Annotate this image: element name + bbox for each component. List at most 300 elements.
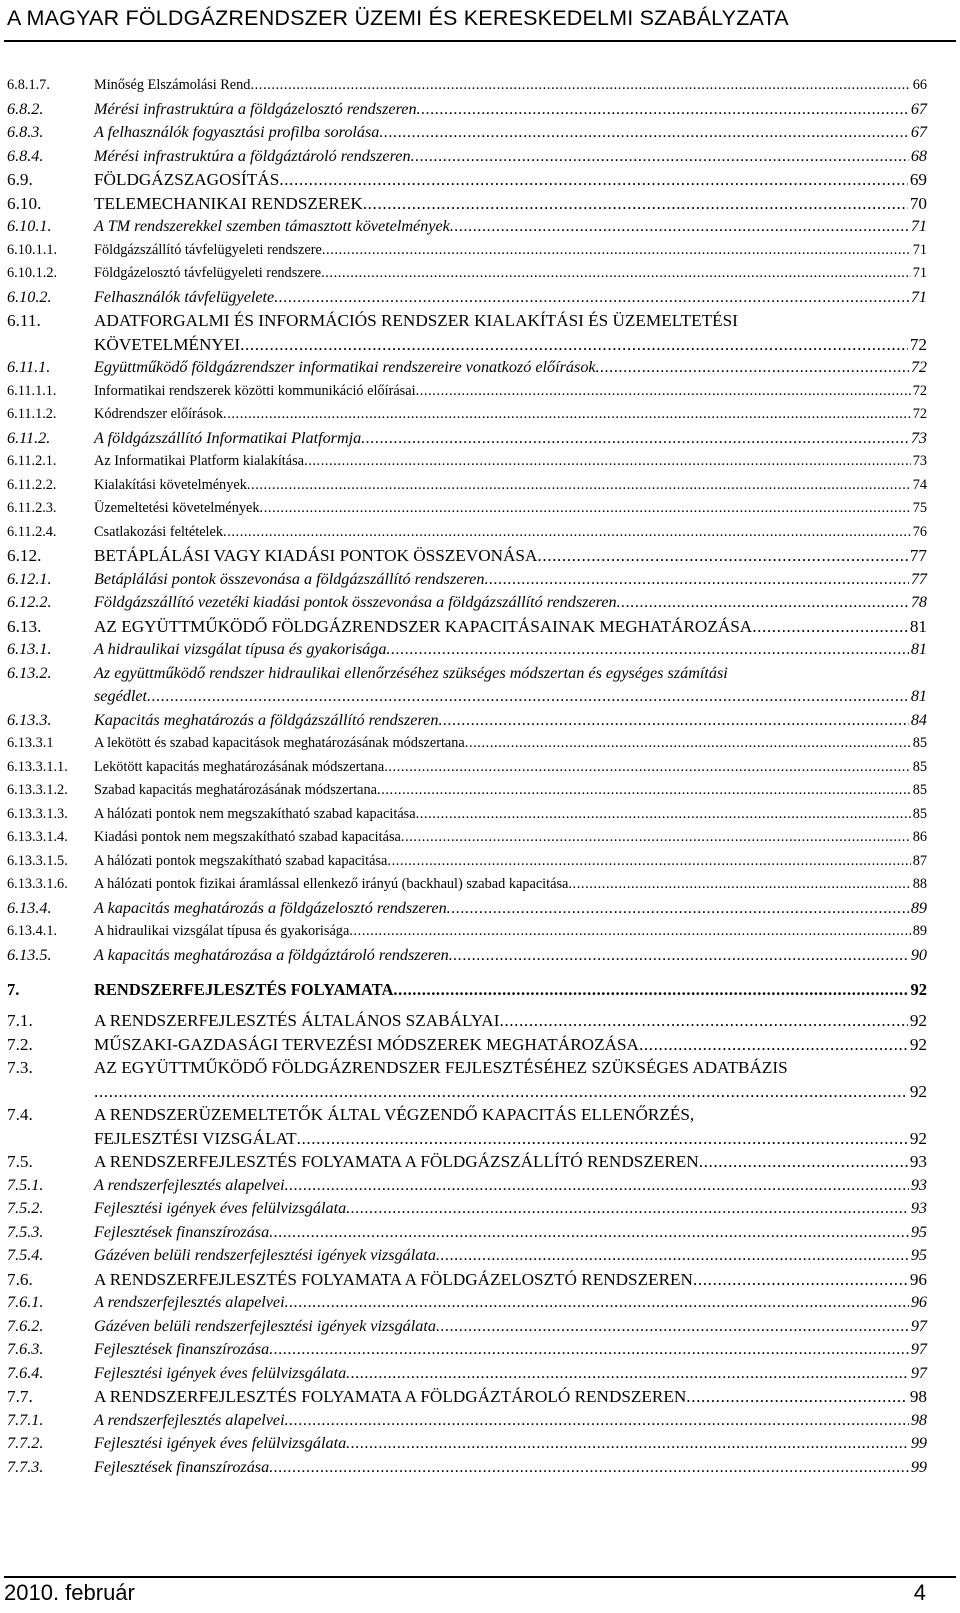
toc-entry-page: 96 bbox=[910, 1293, 927, 1311]
toc-entry-text bbox=[94, 1033, 927, 1057]
toc-entry-page: 86 bbox=[912, 829, 927, 845]
toc-entry-continuation bbox=[94, 1080, 927, 1104]
toc-entry-page: 98 bbox=[910, 1410, 927, 1429]
toc-entry[interactable] bbox=[7, 474, 927, 498]
toc-leader-dots bbox=[449, 944, 909, 968]
toc-leader-dots bbox=[285, 1291, 909, 1315]
toc-entry-title: A RENDSZERÜZEMELTETŐK ÁLTAL VÉGZENDŐ KAPACITÁS ELLENŐRZÉS, bbox=[94, 1105, 695, 1124]
toc-entry-title: BETÁPLÁLÁSI VAGY KIADÁSI PONTOK ÖSSZEVONÁSA bbox=[94, 546, 538, 565]
toc-entry-text bbox=[94, 1362, 927, 1386]
toc-entry-title-continued: FEJLESZTÉSI VIZSGÁLAT bbox=[94, 1128, 297, 1148]
toc-entry-page: 84 bbox=[910, 710, 927, 729]
toc-entry-title-continued: segédlet bbox=[94, 687, 148, 705]
toc-entry[interactable] bbox=[7, 826, 927, 850]
toc-entry-number: 6.12. bbox=[7, 546, 42, 565]
toc-entry[interactable] bbox=[7, 615, 927, 639]
toc-entry[interactable] bbox=[7, 709, 927, 733]
toc-entry-number: 6.8.3. bbox=[7, 123, 44, 141]
toc-entry-number: 6.13.3. bbox=[7, 710, 52, 729]
toc-entry-page: 69 bbox=[909, 170, 927, 189]
toc-entry[interactable] bbox=[7, 779, 927, 803]
toc-entry-page: 85 bbox=[912, 782, 927, 798]
toc-leader-dots bbox=[260, 497, 911, 521]
toc-entry-title: Üzemeltetési követelmények bbox=[94, 500, 260, 516]
toc-entry-title: Földgázszállító vezetéki kiadási pontok összevonása a földgázszállító rendszeren bbox=[94, 593, 617, 611]
toc-entry-number: 6.13.3.1.4. bbox=[7, 829, 68, 845]
toc-entry-title: Az együttműködő rendszer hidraulikai ellenőrzéséhez szükséges módszertan és egységes számítási bbox=[94, 663, 728, 682]
toc-leader-dots bbox=[386, 638, 908, 662]
toc-entry[interactable] bbox=[7, 850, 927, 874]
toc-entry[interactable] bbox=[7, 544, 927, 568]
toc-entry-text bbox=[94, 1009, 927, 1033]
toc-entry-page: 93 bbox=[910, 1199, 927, 1217]
toc-entry-text bbox=[94, 897, 927, 921]
toc-entry[interactable] bbox=[7, 1174, 927, 1198]
toc-entry-number: 7.1. bbox=[7, 1011, 33, 1030]
toc-entry[interactable] bbox=[7, 1221, 927, 1245]
toc-leader-dots bbox=[269, 1338, 909, 1362]
toc-entry[interactable] bbox=[7, 873, 927, 897]
toc-entry-number: 6.13.5. bbox=[7, 945, 52, 964]
toc-entry-title: Fejlesztések finanszírozása bbox=[94, 1340, 270, 1358]
toc-entry-text bbox=[94, 1432, 927, 1456]
toc-leader-dots bbox=[384, 756, 911, 780]
toc-entry-title: Földgázszállító távfelügyeleti rendszere bbox=[94, 241, 322, 258]
toc-entry-title: Betáplálási pontok összevonása a földgázszállító rendszeren bbox=[94, 569, 485, 588]
toc-entry-continuation bbox=[94, 1127, 927, 1151]
toc-entry-text bbox=[94, 380, 927, 404]
toc-entry-title: Fejlesztések finanszírozása bbox=[94, 1457, 270, 1476]
toc-entry-text bbox=[94, 1244, 927, 1268]
toc-entry-continuation bbox=[94, 333, 927, 357]
toc-entry-number: 6.8.4. bbox=[7, 146, 44, 165]
toc-entry-number: 7.3. bbox=[7, 1058, 33, 1077]
toc-entry-text bbox=[94, 1103, 927, 1150]
toc-entry[interactable] bbox=[7, 309, 927, 356]
footer-date: 2010. február bbox=[4, 1580, 135, 1605]
toc-entry[interactable] bbox=[7, 1103, 927, 1150]
toc-entry-page: 93 bbox=[910, 1175, 927, 1194]
toc-leader-dots bbox=[686, 1385, 908, 1409]
toc-entry-number: 7.6. bbox=[7, 1269, 33, 1289]
toc-entry-text bbox=[94, 427, 927, 451]
toc-entry-number: 6.8.1.7. bbox=[7, 77, 50, 93]
toc-entry-page: 71 bbox=[912, 265, 927, 281]
toc-entry-page: 81 bbox=[910, 687, 927, 705]
toc-entry-text bbox=[94, 450, 927, 474]
toc-entry-page: 72 bbox=[909, 334, 927, 354]
toc-leader-dots bbox=[417, 98, 909, 122]
toc-entry-title: A rendszerfejlesztés alapelvei bbox=[94, 1175, 285, 1194]
toc-entry[interactable] bbox=[7, 1056, 927, 1103]
toc-entry-page: 66 bbox=[912, 77, 927, 93]
toc-entry-title: A felhasználók fogyasztási profilba sorolása bbox=[94, 123, 380, 141]
toc-entry[interactable] bbox=[7, 497, 927, 521]
toc-entry-title: AZ EGYÜTTMŰKÖDŐ FÖLDGÁZRENDSZER FEJLESZTÉSÉHEZ SZÜKSÉGES ADATBÁZIS bbox=[94, 1058, 788, 1077]
toc-entry-text bbox=[94, 803, 927, 827]
toc-entry-number: 7.6.4. bbox=[7, 1363, 44, 1382]
toc-entry[interactable] bbox=[7, 1009, 927, 1033]
toc-entry-text bbox=[94, 1385, 927, 1409]
toc-entry-page: 97 bbox=[910, 1363, 927, 1382]
toc-entry-number: 6.8.2. bbox=[7, 99, 44, 118]
toc-entry-title: A kapacitás meghatározás a földgázelosztó rendszeren bbox=[94, 898, 447, 917]
toc-entry[interactable] bbox=[7, 568, 927, 592]
toc-entry-title: Felhasználók távfelügyelete bbox=[94, 287, 275, 306]
toc-leader-dots bbox=[346, 1362, 909, 1386]
toc-entry-text bbox=[94, 1197, 927, 1221]
toc-entry-text bbox=[94, 497, 927, 521]
toc-entry-text bbox=[94, 286, 927, 310]
toc-entry-page: 70 bbox=[909, 193, 927, 213]
toc-entry[interactable] bbox=[7, 1432, 927, 1456]
toc-entry-title: Informatikai rendszerek közötti kommunikáció előírásai bbox=[94, 382, 416, 399]
toc-entry[interactable] bbox=[7, 1362, 927, 1386]
toc-entry-number: 6.11.1.2. bbox=[7, 406, 57, 422]
toc-entry-text bbox=[94, 732, 927, 756]
toc-entry-number: 7.5. bbox=[7, 1152, 33, 1171]
footer-rule bbox=[4, 1576, 956, 1578]
toc-entry[interactable] bbox=[7, 1150, 927, 1174]
toc-entry-text bbox=[94, 1315, 927, 1339]
toc-entry[interactable] bbox=[7, 756, 927, 780]
toc-entry-number: 6.10.2. bbox=[7, 287, 52, 306]
toc-entry[interactable] bbox=[7, 239, 927, 263]
toc-entry-text bbox=[94, 98, 927, 122]
toc-entry-title: Kapacitás meghatározás a földgázszállító rendszeren bbox=[94, 710, 439, 729]
toc-entry-number: 7.7.2. bbox=[7, 1434, 44, 1452]
toc-entry-title: Szabad kapacitás meghatározásának módszertana bbox=[94, 782, 378, 798]
toc-leader-dots bbox=[387, 850, 910, 874]
toc-entry-text bbox=[94, 215, 927, 239]
toc-entry-number: 6.11.2.2. bbox=[7, 476, 57, 493]
toc-entry[interactable] bbox=[7, 427, 927, 451]
toc-entry[interactable] bbox=[7, 1244, 927, 1268]
toc-entry-title: Fejlesztési igények éves felülvizsgálata bbox=[94, 1363, 347, 1382]
toc-leader-dots bbox=[269, 1456, 909, 1480]
toc-entry-title: Kiadási pontok nem megszakítható szabad kapacitása bbox=[94, 829, 401, 845]
toc-leader-dots bbox=[297, 1127, 908, 1151]
toc-entry[interactable] bbox=[7, 1268, 927, 1292]
toc-entry-text bbox=[94, 262, 927, 286]
toc-leader-dots bbox=[363, 192, 908, 216]
table-of-contents bbox=[7, 74, 927, 1479]
toc-leader-dots bbox=[693, 1268, 908, 1292]
toc-entry-text bbox=[94, 192, 927, 216]
toc-leader-dots bbox=[568, 873, 910, 897]
toc-entry[interactable] bbox=[7, 897, 927, 921]
toc-leader-dots bbox=[436, 1315, 909, 1339]
toc-entry-title-continued: KÖVETELMÉNYEI bbox=[94, 334, 241, 354]
toc-entry[interactable] bbox=[7, 356, 927, 380]
toc-entry-text bbox=[94, 1338, 927, 1362]
toc-entry-page: 73 bbox=[912, 453, 927, 469]
toc-entry[interactable] bbox=[7, 403, 927, 427]
toc-entry-page: 97 bbox=[910, 1316, 927, 1335]
toc-leader-dots bbox=[379, 121, 908, 145]
toc-entry-title: Fejlesztési igények éves felülvizsgálata bbox=[94, 1199, 347, 1217]
toc-entry-title: Fejlesztési igények éves felülvizsgálata bbox=[94, 1434, 347, 1452]
toc-entry-title: A hálózati pontok megszakítható szabad kapacitása bbox=[94, 852, 388, 869]
toc-entry[interactable] bbox=[7, 521, 927, 545]
toc-entry-page: 95 bbox=[910, 1222, 927, 1241]
toc-entry-page: 89 bbox=[912, 923, 927, 939]
toc-entry-number: 7.7.3. bbox=[7, 1457, 44, 1476]
toc-entry-number: 6.10.1.2. bbox=[7, 265, 58, 281]
toc-entry-page: 72 bbox=[912, 406, 927, 422]
toc-entry-number: 6.11.2.4. bbox=[7, 523, 57, 540]
toc-entry[interactable] bbox=[7, 591, 927, 615]
toc-entry-number: 6.13.3.1.2. bbox=[7, 782, 68, 798]
toc-leader-dots bbox=[699, 1150, 908, 1174]
toc-leader-dots bbox=[450, 215, 909, 239]
toc-entry-text bbox=[94, 944, 927, 968]
toc-entry-page: 92 bbox=[909, 1128, 927, 1148]
toc-entry-page: 92 bbox=[909, 1011, 927, 1030]
toc-entry-title: RENDSZERFEJLESZTÉS FOLYAMATA bbox=[94, 980, 394, 999]
toc-entry-number: 6.13.4. bbox=[7, 898, 52, 917]
toc-entry-title: Mérési infrastruktúra a földgázelosztó rendszeren bbox=[94, 99, 417, 118]
toc-leader-dots bbox=[346, 1432, 909, 1456]
toc-entry-page: 73 bbox=[910, 428, 927, 447]
toc-entry[interactable] bbox=[7, 262, 927, 286]
toc-entry[interactable] bbox=[7, 1385, 927, 1409]
toc-entry-text bbox=[94, 1291, 927, 1315]
toc-entry-title: ADATFORGALMI ÉS INFORMÁCIÓS RENDSZER KIALAKÍTÁSI ÉS ÜZEMELTETÉSI bbox=[94, 311, 738, 330]
toc-entry[interactable] bbox=[7, 145, 927, 169]
toc-entry-page: 67 bbox=[910, 99, 927, 118]
toc-entry[interactable] bbox=[7, 920, 927, 944]
toc-entry-title: Együttműködő földgázrendszer informatikai rendszereire vonatkozó előírások bbox=[94, 358, 596, 376]
toc-entry-number: 6.11.2.1. bbox=[7, 453, 57, 469]
toc-entry[interactable] bbox=[7, 1409, 927, 1433]
toc-leader-dots bbox=[377, 779, 911, 803]
toc-leader-dots bbox=[269, 1221, 909, 1245]
toc-entry[interactable] bbox=[7, 74, 927, 98]
header-rule bbox=[4, 40, 956, 42]
toc-entry-number: 7.5.2. bbox=[7, 1199, 44, 1217]
toc-entry-page: 85 bbox=[912, 735, 927, 751]
toc-entry-title: Az Informatikai Platform kialakítása bbox=[94, 453, 305, 469]
toc-entry-page: 81 bbox=[910, 640, 927, 658]
toc-entry-text bbox=[94, 356, 927, 380]
toc-entry-continuation bbox=[94, 685, 927, 709]
toc-leader-dots bbox=[346, 1197, 909, 1221]
toc-entry[interactable] bbox=[7, 944, 927, 968]
toc-entry-text bbox=[94, 756, 927, 780]
toc-entry-number: 7. bbox=[7, 980, 20, 999]
toc-entry-page: 97 bbox=[910, 1340, 927, 1358]
toc-leader-dots bbox=[321, 262, 911, 286]
toc-entry[interactable] bbox=[7, 380, 927, 404]
toc-entry-page: 75 bbox=[912, 500, 927, 516]
toc-entry-number: 6.11.1. bbox=[7, 358, 51, 376]
toc-leader-dots bbox=[349, 920, 910, 944]
toc-entry-number: 7.7. bbox=[7, 1387, 33, 1406]
toc-entry-title: A RENDSZERFEJLESZTÉS FOLYAMATA A FÖLDGÁZELOSZTÓ RENDSZEREN bbox=[94, 1269, 693, 1289]
toc-entry-page: 67 bbox=[910, 123, 927, 141]
toc-entry-number: 6.13. bbox=[7, 616, 42, 636]
toc-entry-number: 6.11.2. bbox=[7, 428, 51, 447]
toc-leader-dots bbox=[94, 1080, 908, 1104]
toc-leader-dots bbox=[416, 803, 911, 827]
toc-entry-text bbox=[94, 850, 927, 874]
toc-entry-text bbox=[94, 709, 927, 733]
toc-entry-text bbox=[94, 591, 927, 615]
toc-entry-text bbox=[94, 1409, 927, 1433]
toc-leader-dots bbox=[447, 897, 909, 921]
toc-leader-dots bbox=[499, 1009, 907, 1033]
toc-entry-number: 6.13.3.1.6. bbox=[7, 876, 68, 892]
toc-leader-dots bbox=[484, 568, 908, 592]
toc-leader-dots bbox=[285, 1174, 909, 1198]
toc-entry-page: 95 bbox=[910, 1246, 927, 1264]
toc-entry-number: 6.12.1. bbox=[7, 569, 52, 588]
toc-entry-text bbox=[94, 873, 927, 897]
toc-leader-dots bbox=[285, 1409, 909, 1433]
page-header bbox=[0, 0, 960, 44]
toc-entry-title: Kódrendszer előírások bbox=[94, 406, 224, 422]
toc-entry-number: 7.5.3. bbox=[7, 1222, 44, 1241]
toc-entry-page: 99 bbox=[910, 1434, 927, 1452]
toc-entry-page: 99 bbox=[910, 1457, 927, 1476]
toc-entry-text bbox=[94, 1268, 927, 1292]
toc-entry-text bbox=[94, 977, 927, 1003]
toc-entry-number: 6.10. bbox=[7, 193, 42, 213]
toc-leader-dots bbox=[416, 380, 911, 404]
toc-entry-page: 71 bbox=[910, 287, 927, 306]
toc-entry-number: 6.13.3.1 bbox=[7, 735, 54, 751]
toc-leader-dots bbox=[596, 356, 909, 380]
toc-entry-number: 6.11.1.1. bbox=[7, 382, 57, 399]
toc-entry[interactable] bbox=[7, 1315, 927, 1339]
toc-entry[interactable] bbox=[7, 1338, 927, 1362]
toc-leader-dots bbox=[465, 732, 911, 756]
toc-entry-title: A hálózati pontok fizikai áramlással ellenkező irányú (backhaul) szabad kapacitása bbox=[94, 876, 569, 892]
toc-entry[interactable] bbox=[7, 121, 927, 145]
toc-entry[interactable] bbox=[7, 1456, 927, 1480]
toc-entry-number: 7.6.2. bbox=[7, 1316, 44, 1335]
toc-entry-page: 81 bbox=[909, 616, 927, 636]
toc-entry-title: A földgázszállító Informatikai Platformja bbox=[94, 428, 362, 447]
toc-entry-number: 6.13.3.1.3. bbox=[7, 805, 68, 822]
toc-entry[interactable] bbox=[7, 1291, 927, 1315]
page-number: 4 bbox=[913, 1580, 926, 1605]
toc-leader-dots bbox=[393, 977, 908, 1003]
toc-leader-dots bbox=[537, 544, 907, 568]
toc-entry-text bbox=[94, 74, 927, 98]
toc-entry-page: 68 bbox=[910, 146, 927, 165]
toc-entry-title: FÖLDGÁZSZAGOSÍTÁS bbox=[94, 170, 280, 189]
toc-entry-number: 6.9. bbox=[7, 170, 33, 189]
toc-entry-title: A rendszerfejlesztés alapelvei bbox=[94, 1410, 285, 1429]
toc-leader-dots bbox=[438, 709, 908, 733]
toc-entry-number: 6.13.4.1. bbox=[7, 923, 58, 939]
toc-entry-text bbox=[94, 779, 927, 803]
toc-entry-title: A rendszerfejlesztés alapelvei bbox=[94, 1293, 285, 1311]
toc-entry[interactable] bbox=[7, 977, 927, 1003]
toc-entry-number: 6.12.2. bbox=[7, 593, 52, 611]
toc-entry-title: Mérési infrastruktúra a földgáztároló rendszeren bbox=[94, 146, 411, 165]
toc-entry-title: Csatlakozási feltételek bbox=[94, 523, 224, 540]
toc-leader-dots bbox=[147, 685, 909, 709]
toc-entry-page: 72 bbox=[910, 358, 927, 376]
toc-entry-title: Gázéven belüli rendszerfejlesztési igények vizsgálata bbox=[94, 1246, 436, 1264]
toc-entry[interactable] bbox=[7, 1197, 927, 1221]
page-footer bbox=[0, 1576, 960, 1613]
toc-entry-page: 89 bbox=[910, 898, 927, 917]
toc-leader-dots bbox=[247, 474, 911, 498]
toc-leader-dots bbox=[322, 239, 911, 263]
toc-entry-page: 92 bbox=[910, 980, 927, 999]
toc-leader-dots bbox=[279, 168, 908, 192]
toc-entry[interactable] bbox=[7, 803, 927, 827]
toc-entry-number: 6.13.3.1.1. bbox=[7, 758, 68, 775]
toc-entry-number: 6.10.1.1. bbox=[7, 241, 58, 258]
toc-entry-text bbox=[94, 1056, 927, 1103]
toc-entry-title: A hidraulikai vizsgálat típusa és gyakorisága bbox=[94, 640, 387, 658]
toc-leader-dots bbox=[223, 403, 911, 427]
toc-leader-dots bbox=[223, 521, 911, 545]
toc-leader-dots bbox=[304, 450, 911, 474]
toc-entry-number: 6.11. bbox=[7, 311, 41, 330]
toc-entry-text bbox=[94, 1456, 927, 1480]
toc-leader-dots bbox=[752, 615, 908, 639]
toc-entry-page: 74 bbox=[912, 476, 927, 493]
toc-entry[interactable] bbox=[7, 215, 927, 239]
toc-entry-page: 77 bbox=[909, 546, 927, 565]
toc-entry[interactable] bbox=[7, 98, 927, 122]
toc-entry-page: 85 bbox=[912, 758, 927, 775]
toc-entry-number: 6.13.2. bbox=[7, 663, 52, 682]
toc-entry-text bbox=[94, 1174, 927, 1198]
toc-entry[interactable] bbox=[7, 638, 927, 662]
toc-leader-dots bbox=[639, 1033, 908, 1057]
toc-entry[interactable] bbox=[7, 450, 927, 474]
toc-entry[interactable] bbox=[7, 1033, 927, 1057]
toc-entry[interactable] bbox=[7, 168, 927, 192]
toc-entry-page: 87 bbox=[912, 852, 927, 869]
toc-entry-page: 76 bbox=[912, 523, 927, 540]
toc-entry-text bbox=[94, 638, 927, 662]
toc-entry-title: Földgázelosztó távfelügyeleti rendszere bbox=[94, 265, 322, 281]
toc-entry[interactable] bbox=[7, 662, 927, 709]
toc-entry[interactable] bbox=[7, 192, 927, 216]
toc-entry-page: 88 bbox=[912, 876, 927, 892]
toc-entry-title: A RENDSZERFEJLESZTÉS FOLYAMATA A FÖLDGÁZSZÁLLÍTÓ RENDSZEREN bbox=[94, 1152, 699, 1171]
toc-entry-number: 7.7.1. bbox=[7, 1410, 44, 1429]
toc-entry-page: 90 bbox=[910, 945, 927, 964]
toc-leader-dots bbox=[361, 427, 909, 451]
toc-entry-text bbox=[94, 168, 927, 192]
toc-entry[interactable] bbox=[7, 732, 927, 756]
toc-entry-page: 92 bbox=[909, 1081, 927, 1101]
toc-entry-number: 6.13.1. bbox=[7, 640, 52, 658]
toc-entry-title: A hálózati pontok nem megszakítható szabad kapacitása bbox=[94, 805, 416, 822]
toc-leader-dots bbox=[250, 74, 910, 98]
toc-entry-page: 72 bbox=[912, 382, 927, 399]
toc-leader-dots bbox=[436, 1244, 909, 1268]
toc-entry-text bbox=[94, 403, 927, 427]
toc-entry-number: 6.10.1. bbox=[7, 217, 52, 235]
toc-entry-page: 96 bbox=[909, 1269, 927, 1289]
toc-entry[interactable] bbox=[7, 286, 927, 310]
toc-leader-dots bbox=[274, 286, 909, 310]
toc-entry-number: 7.5.4. bbox=[7, 1246, 44, 1264]
toc-leader-dots bbox=[401, 826, 911, 850]
toc-leader-dots bbox=[411, 145, 909, 169]
toc-entry-number: 7.4. bbox=[7, 1105, 33, 1124]
